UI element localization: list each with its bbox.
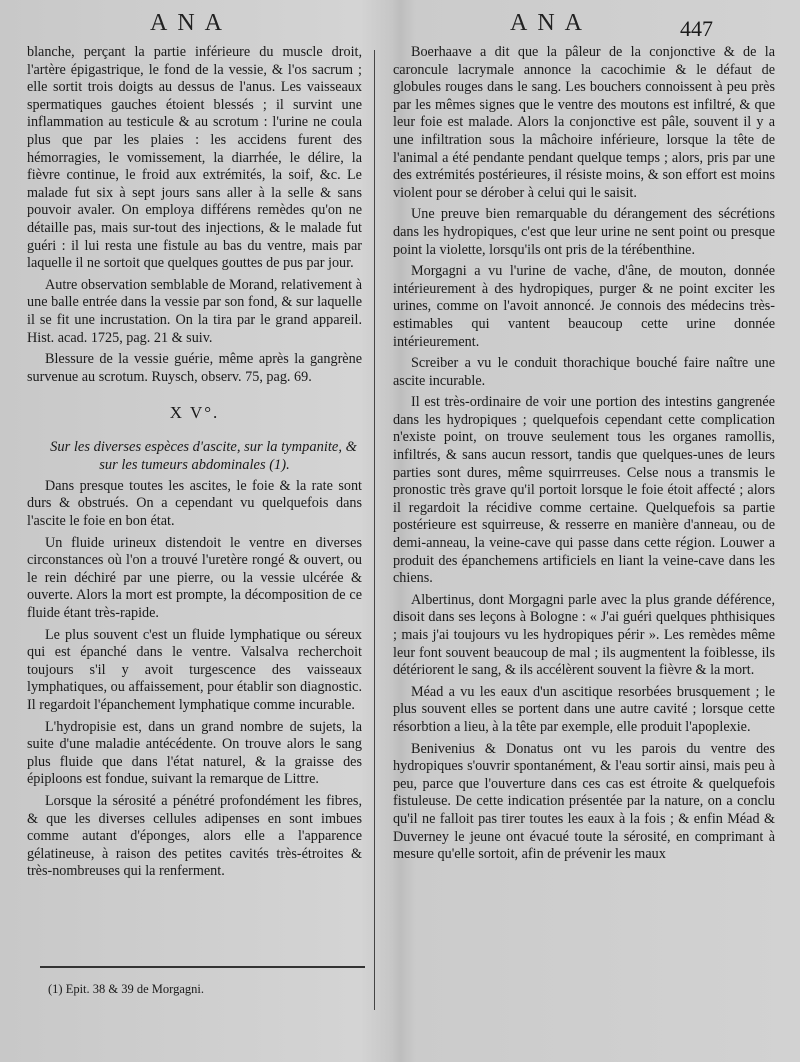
paragraph: Boerhaave a dit que la pâleur de la conjonctive & de la caroncule lacrymale annonce la cacochimie & le défaut de globules rouges dans le sang. Les bouchers connoissent à peu près par les mêmes signes que le ventre des moutons est infiltré, & que leur foie est malade. Alors la conjonctive est pâle, souvent il y a une infiltration sous la mâchoire inférieure, lorsque la tête de l'animal a été pendante pendant quelque temps ; alors, pris par une des extrémités postérieures, il résiste moins, & son effort est moins violent pour se dérober à celui qui le saisit. — [393, 44, 775, 201]
paragraph: Screiber a vu le conduit thorachique bouché faire naître une ascite incurable. — [393, 355, 775, 389]
paragraph: blanche, perçant la partie inférieure du muscle droit, l'artère épigastrique, le fond de la vessie, & l'os sacrum ; elle sortit trois doigts au dessus de l'anus. Les vaisseaux spermatiques gauches étoient blessés ; il survint une inflammation au testicule & au scrotum : l'urine ne coula plus que par les plaies : les accidens furent des hémorragies, le vomissement, la diarrhée, le délire, la fièvre continue, le froid aux extrémités, la soif, &c. Le malade fut six à sept jours sans aller à la selle & sans pouvoir avaler. On employa différens remèdes qu'on ne détaille pas, mais sur-tout des injections, & le malade fut guéri : il lui resta une fistule au bas du ventre, mais par laquelle il ne sortoit que quelques gouttes de pus par jour. — [27, 44, 362, 272]
page-number: 447 — [680, 16, 713, 41]
paragraph: Méad a vu les eaux d'un ascitique resorbées brusquement ; le plus souvent elles se portent dans une autre cavité ; lorsque cette résorbtion a lieu, à la tête par exemple, elle produit l'apoplexie. — [393, 683, 775, 735]
footnote: (1) Epit. 38 & 39 de Morgagni. — [48, 982, 204, 996]
paragraph: Dans presque toutes les ascites, le foie & la rate sont durs & obstrués. On a cependant vu quelquefois dans l'ascite le foie en bon état. — [27, 477, 362, 530]
paragraph: Morgagni a vu l'urine de vache, d'âne, de mouton, donnée intérieurement à des hydropiques, purger & ne point exciter les urines, comme on l'avoit annoncé. Je connois des médecins très-estimables qui vantent beaucoup cette urine donnée intérieurement. — [393, 263, 775, 350]
paragraph: Lorsque la sérosité a pénétré profondément les fibres, & que les diverses cellules adipenses en sont imbues comme autant d'éponges, alors elle a l'apparence gélatineuse, à raison des petites cavités très-étroites & très-nombreuses qui la renferment. — [27, 792, 362, 880]
footnote-rule — [40, 966, 365, 968]
right-column — [393, 44, 775, 868]
paragraph: Il est très-ordinaire de voir une portion des intestins gangrenée dans les hydropiques ; quelquefois cependant cette complication n'existe point, on trouve seulement tous les organes ramollis, infiltrés, & sans aucun ressort, tandis que quelques-unes de leurs parties sont dures, même squirrreuses. Celse nous a transmis le pronostic très grave qu'il portoit lorsque le foie étoit affecté ; alors il regardoit la récidive comme certaine. Quelquefois sa partie postérieure est squirreuse, & resserre en manière d'anneau, ou de demi-anneau, la veine-cave qui passe dans cette région. Louwer a produit des épanchemens artificiels en liant la veine-cave dans les chiens. — [393, 394, 775, 587]
left-column — [27, 44, 362, 885]
paragraph: Blessure de la vessie guérie, même après la gangrène survenue au scrotum. Ruysch, observ. 75, pag. 69. — [27, 351, 362, 385]
section-number: X V°. — [169, 403, 220, 423]
paragraph: Autre observation semblable de Morand, relativement à une balle entrée dans la vessie par son fond, & sur laquelle il se fit une incrustation. On la tira par le grand appareil. Hist. acad. 1725, pag. 21 & suiv. — [27, 276, 362, 346]
running-head-left: ANA — [150, 10, 232, 36]
section-title: Sur les diverses espèces d'ascite, sur la tympanite, & sur les tumeurs abdominales (1). — [50, 438, 357, 473]
paragraph: Benivenius & Donatus ont vu les parois du ventre des hydropiques s'ouvrir spontanément, & l'eau sortir ainsi, mais peu à peu, parce que l'ouverture dans ces cas est étroite & quelquefois fistuleuse. De cette indication présentée par la nature, on a conclu qu'il ne falloit pas tirer toutes les eaux à la fois ; & enfin Méad & Duverney le jeune ont évacué toute la sérosité, en comprimant à mesure qu'elle sortoit, afin de prévenir les maux — [393, 740, 775, 863]
column-divider — [374, 50, 375, 1010]
paragraph: Un fluide urineux distendoit le ventre en diverses circonstances où l'on a trouvé l'uretère rongé & ouvert, ou le rein déchiré par une pierre, ou la vessie ulcérée & ouverte. Alors la mort est prompte, la décomposition de ce fluide étant très-rapide. — [27, 534, 362, 622]
paragraph: Albertinus, dont Morgagni parle avec la plus grande déférence, disoit dans ses leçons à Bologne : « J'ai guéri quelques phthisiques ; mais j'ai toujours vu les hydropiques périr ». Les remèdes même leur font souvent beaucoup de mal ; ils augmentent la foiblesse, ils détériorent le sang, & ils accélèrent souvent la fièvre & la mort. — [393, 591, 775, 679]
running-head-right: ANA — [510, 10, 592, 36]
paragraph: Une preuve bien remarquable du dérangement des sécrétions dans les hydropiques, c'est que leur urine ne sent point ou presque point la violette, lorsqu'ils ont pris de la térébenthine. — [393, 206, 775, 258]
paragraph: Le plus souvent c'est un fluide lymphatique ou séreux qui est épanché dans le ventre. Valsalva recherchoit toujours s'il y avoit turgescence des vaisseaux lymphatiques, ou affaissement, pour établir son diagnostic. Il regardoit l'épanchement lymphatique comme incurable. — [27, 626, 362, 713]
paragraph: L'hydropisie est, dans un grand nombre de sujets, la suite d'une maladie antécédente. On trouve alors le sang plus fluide que dans l'état naturel, & la graisse des épiploons est fondue, suivant la remarque de Littre. — [27, 718, 362, 788]
